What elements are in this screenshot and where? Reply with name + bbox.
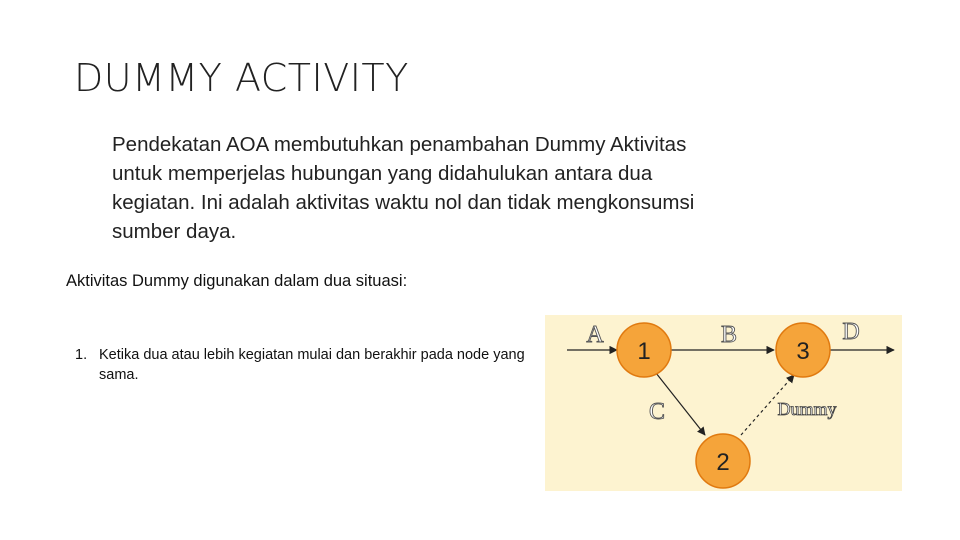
activity-b-label: B [720, 322, 738, 348]
node-2-label: 2 [716, 449, 730, 476]
list-item-text: Ketika dua atau lebih kegiatan mulai dan berakhir pada node yang sama. [99, 347, 525, 383]
node-3-label: 3 [796, 338, 810, 365]
activity-a-label: A [586, 322, 604, 348]
situation-heading: Aktivitas Dummy digunakan dalam dua situasi: [66, 272, 408, 290]
activity-c-label: C [648, 399, 666, 425]
dummy-activity-label: Dummy [777, 399, 837, 419]
list-item [75, 345, 545, 385]
page-title: DUMMY ACTIVITY [74, 56, 409, 100]
activity-d-label: D [842, 319, 860, 345]
network-diagram [545, 315, 902, 491]
intro-paragraph: Pendekatan AOA membutuhkan penambahan Dummy Aktivitas untuk memperjelas hubungan yang didahulukan antara dua kegiatan. Ini adalah aktivitas waktu nol dan tidak mengkonsumsi sumber daya. [112, 133, 695, 243]
list-item-number: 1. [75, 347, 88, 363]
situation-list [75, 345, 545, 385]
node-1-label: 1 [637, 338, 651, 365]
